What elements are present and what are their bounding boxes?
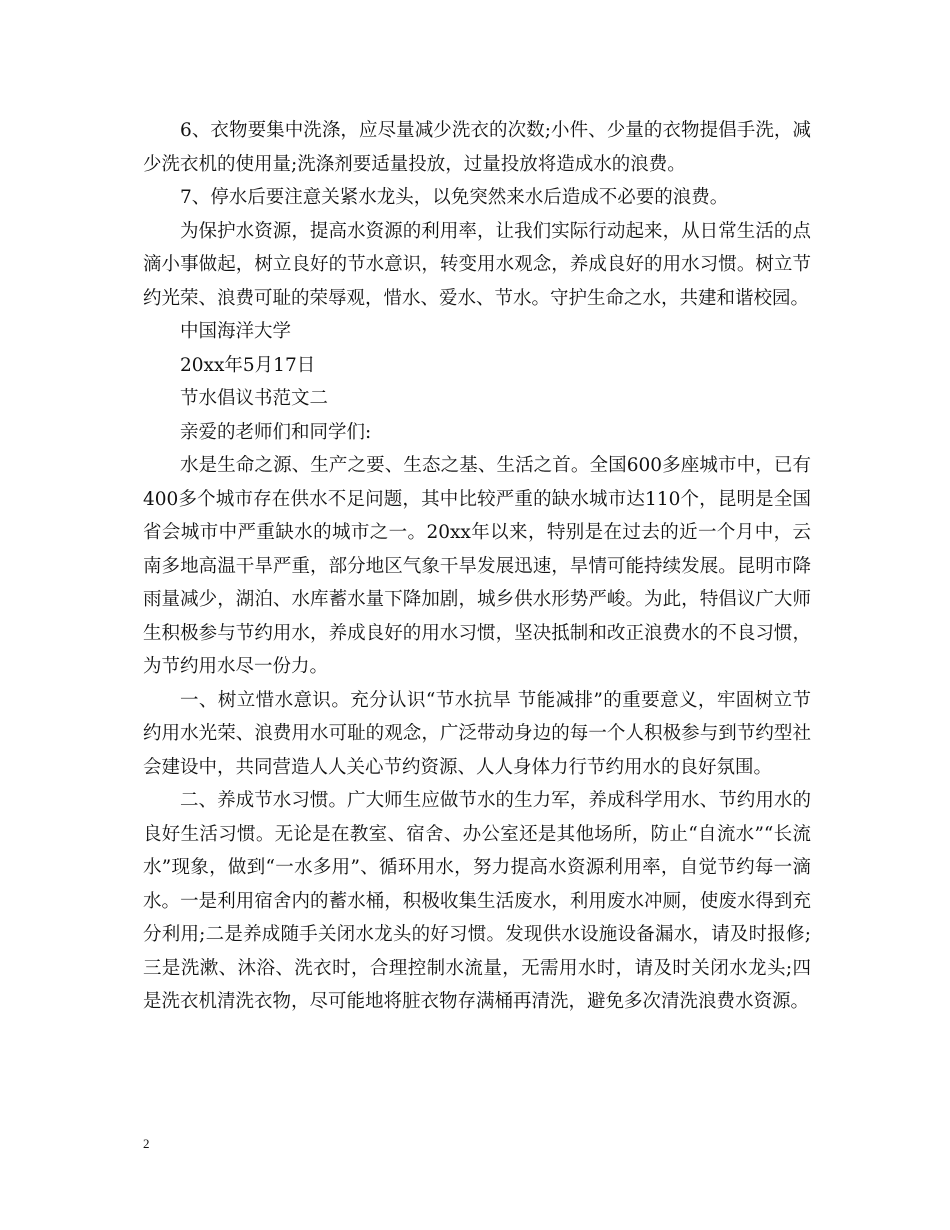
paragraph-laundry: 6、衣物要集中洗涤，应尽量减少洗衣的次数;小件、少量的衣物提倡手洗，减少洗衣机的使用量;洗涤剂要适量投放，过量投放将造成水的浪费。 (143, 120, 811, 175)
section-title: 节水倡议书范文二 (180, 388, 329, 409)
paragraph-habits: 二、养成节水习惯。广大师生应做节水的生力军，养成科学用水、节约用水的良好生活习惯。无论是在教室、宿舍、办公室还是其他场所，防止“自流水”“长流水”现象，做到“一水多用”、循环用水，努力提高水资源利用率，自觉节约每一滴水。一是利用宿舍内的蓄水桶，积极收集生活废水，利用废水冲厕，使废水得到充分利用;二是养成随手关闭水龙头的好习惯。发现供水设施设备漏水，请及时报修;三是洗漱、沐浴、洗衣时，合理控制水流量，无需用水时，请及时关闭水龙头;四是洗衣机清洗衣物，尽可能地将脏衣物存满桶再清洗，避免多次清洗浪费水资源。 (143, 790, 811, 1012)
paragraph-awareness: 一、树立惜水意识。充分认识“节水抗旱 节能减排”的重要意义，牢固树立节约用水光荣、浪费用水可耻的观念，广泛带动身边的每一个人积极参与到节约型社会建设中，共同营造人人关心节约资源、人人身体力行节约用水的良好氛围。 (143, 689, 811, 778)
salutation: 亲爱的老师们和同学们: (180, 421, 372, 443)
page-number: 2 (143, 1136, 150, 1151)
paragraph-background: 水是生命之源、生产之要、生态之基、生活之首。全国600多座城市中，已有400多个城市存在供水不足问题，其中比较严重的缺水城市达110个，昆明是全国省会城市中严重缺水的城市之一。20xx年以来，特别是在过去的近一个月中，云南多地高温干旱严重，部分地区气象干旱发展迅速，旱情可能持续发展。昆明市降雨量减少，湖泊、水库蓄水量下降加剧，城乡供水形势严峻。为此，特倡议广大师生积极参与节约用水，养成良好的用水习惯，坚决抵制和改正浪费水的不良习惯，为节约用水尽一份力。 (143, 455, 811, 677)
document-body (143, 114, 811, 1019)
signature-date: 20xx年5月17日 (180, 354, 316, 376)
signature-organization: 中国海洋大学 (180, 321, 292, 342)
paragraph-tap: 7、停水后要注意关紧水龙头，以免突然来水后造成不必要的浪费。 (180, 187, 729, 208)
paragraph-appeal: 为保护水资源，提高水资源的利用率，让我们实际行动起来，从日常生活的点滴小事做起，树立良好的节水意识，转变用水观念，养成良好的用水习惯。树立节约光荣、浪费可耻的荣辱观，惜水、爱水、节水。守护生命之水，共建和谐校园。 (143, 220, 811, 309)
